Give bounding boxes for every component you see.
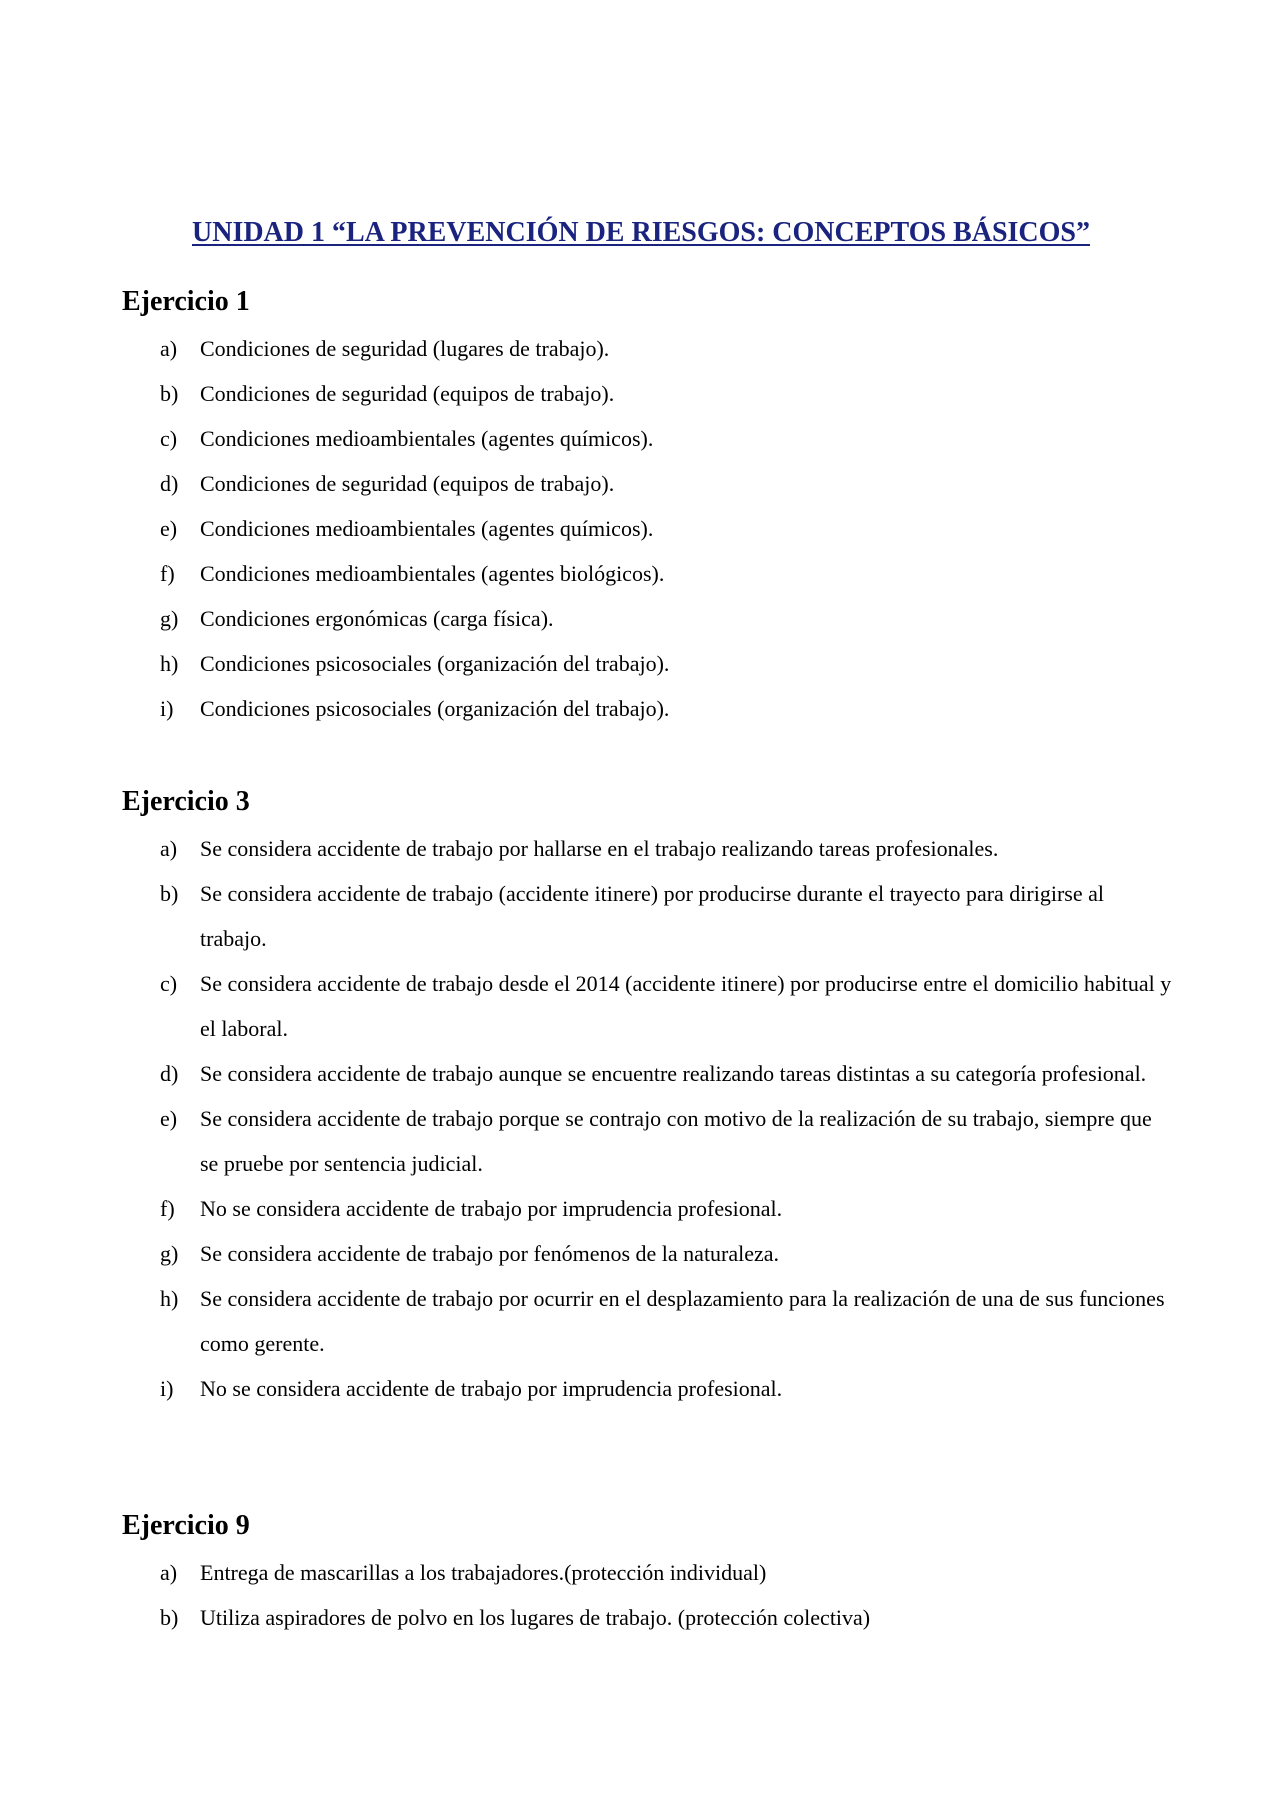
answer-list	[122, 1550, 1172, 1640]
list-marker: b)	[160, 381, 179, 406]
list-item-text: Condiciones ergonómicas (carga física).	[200, 606, 554, 631]
list-marker: g)	[160, 606, 179, 631]
list-item-text: Se considera accidente de trabajo desde el 2014 (accidente itinere) por producirse entre el domicilio habitual y el laboral.	[200, 971, 1172, 1041]
list-item	[122, 826, 1172, 871]
list-item-text: Condiciones medioambientales (agentes químicos).	[200, 516, 654, 541]
list-item-text: Condiciones de seguridad (equipos de trabajo).	[200, 471, 615, 496]
list-marker: i)	[160, 696, 174, 721]
list-marker: e)	[160, 516, 178, 541]
list-item	[122, 1186, 1172, 1231]
list-item	[122, 871, 1172, 961]
list-marker: f)	[160, 561, 175, 586]
list-item	[122, 641, 1172, 686]
answer-list	[122, 826, 1172, 1411]
list-marker: d)	[160, 1061, 179, 1086]
section-heading: Ejercicio 3	[122, 786, 250, 817]
list-item	[122, 1550, 1172, 1595]
list-item	[122, 1276, 1172, 1366]
list-marker: a)	[160, 336, 178, 361]
list-item	[122, 551, 1172, 596]
list-item-text: Condiciones psicosociales (organización del trabajo).	[200, 651, 670, 676]
list-item-text: Utiliza aspiradores de polvo en los lugares de trabajo. (protección colectiva)	[200, 1605, 871, 1630]
answer-list	[122, 326, 1172, 731]
list-item	[122, 416, 1172, 461]
list-item-text: Se considera accidente de trabajo por fenómenos de la naturaleza.	[200, 1241, 780, 1266]
list-marker: a)	[160, 836, 178, 861]
list-marker: h)	[160, 1286, 179, 1311]
list-marker: c)	[160, 426, 178, 451]
list-item-text: Se considera accidente de trabajo (accidente itinere) por producirse durante el trayecto para dirigirse al trabajo.	[200, 881, 1104, 951]
list-marker: e)	[160, 1106, 178, 1131]
list-item-text: No se considera accidente de trabajo por imprudencia profesional.	[200, 1196, 783, 1221]
list-item	[122, 371, 1172, 416]
list-item	[122, 1366, 1172, 1411]
list-item	[122, 506, 1172, 551]
list-marker: f)	[160, 1196, 175, 1221]
list-item-text: Condiciones de seguridad (equipos de trabajo).	[200, 381, 615, 406]
section-heading: Ejercicio 9	[122, 1510, 250, 1541]
list-item-text: Se considera accidente de trabajo por hallarse en el trabajo realizando tareas profesionales.	[200, 836, 999, 861]
section-ejercicio-3	[122, 784, 1172, 1411]
list-marker: c)	[160, 971, 178, 996]
list-item	[122, 1231, 1172, 1276]
list-item-text: Condiciones medioambientales (agentes biológicos).	[200, 561, 665, 586]
section-heading: Ejercicio 1	[122, 286, 250, 317]
section-ejercicio-9	[122, 1508, 1172, 1640]
list-item	[122, 461, 1172, 506]
list-marker: g)	[160, 1241, 179, 1266]
list-marker: b)	[160, 881, 179, 906]
list-marker: h)	[160, 651, 179, 676]
list-item	[122, 1096, 1172, 1186]
section-ejercicio-1	[122, 284, 1172, 731]
list-item-text: Condiciones de seguridad (lugares de trabajo).	[200, 336, 610, 361]
list-item-text: Entrega de mascarillas a los trabajadores.(protección individual)	[200, 1560, 767, 1585]
list-item-text: Condiciones medioambientales (agentes químicos).	[200, 426, 654, 451]
list-item-text: Se considera accidente de trabajo aunque se encuentre realizando tareas distintas a su categoría profesional.	[200, 1061, 1147, 1086]
list-item	[122, 961, 1172, 1051]
list-item	[122, 686, 1172, 731]
list-marker: d)	[160, 471, 179, 496]
document-title: UNIDAD 1 “LA PREVENCIÓN DE RIESGOS: CONCEPTOS BÁSICOS”	[192, 217, 1090, 248]
list-item-text: Se considera accidente de trabajo porque se contrajo con motivo de la realización de su trabajo, siempre que se pruebe por sentencia judicial.	[200, 1106, 1152, 1176]
list-marker: b)	[160, 1605, 179, 1630]
list-item-text: Condiciones psicosociales (organización del trabajo).	[200, 696, 670, 721]
list-item-text: No se considera accidente de trabajo por imprudencia profesional.	[200, 1376, 783, 1401]
list-marker: a)	[160, 1560, 178, 1585]
list-marker: i)	[160, 1376, 174, 1401]
list-item	[122, 1595, 1172, 1640]
list-item	[122, 326, 1172, 371]
list-item	[122, 1051, 1172, 1096]
list-item	[122, 596, 1172, 641]
list-item-text: Se considera accidente de trabajo por ocurrir en el desplazamiento para la realización de una de sus funciones como gerente.	[200, 1286, 1165, 1356]
